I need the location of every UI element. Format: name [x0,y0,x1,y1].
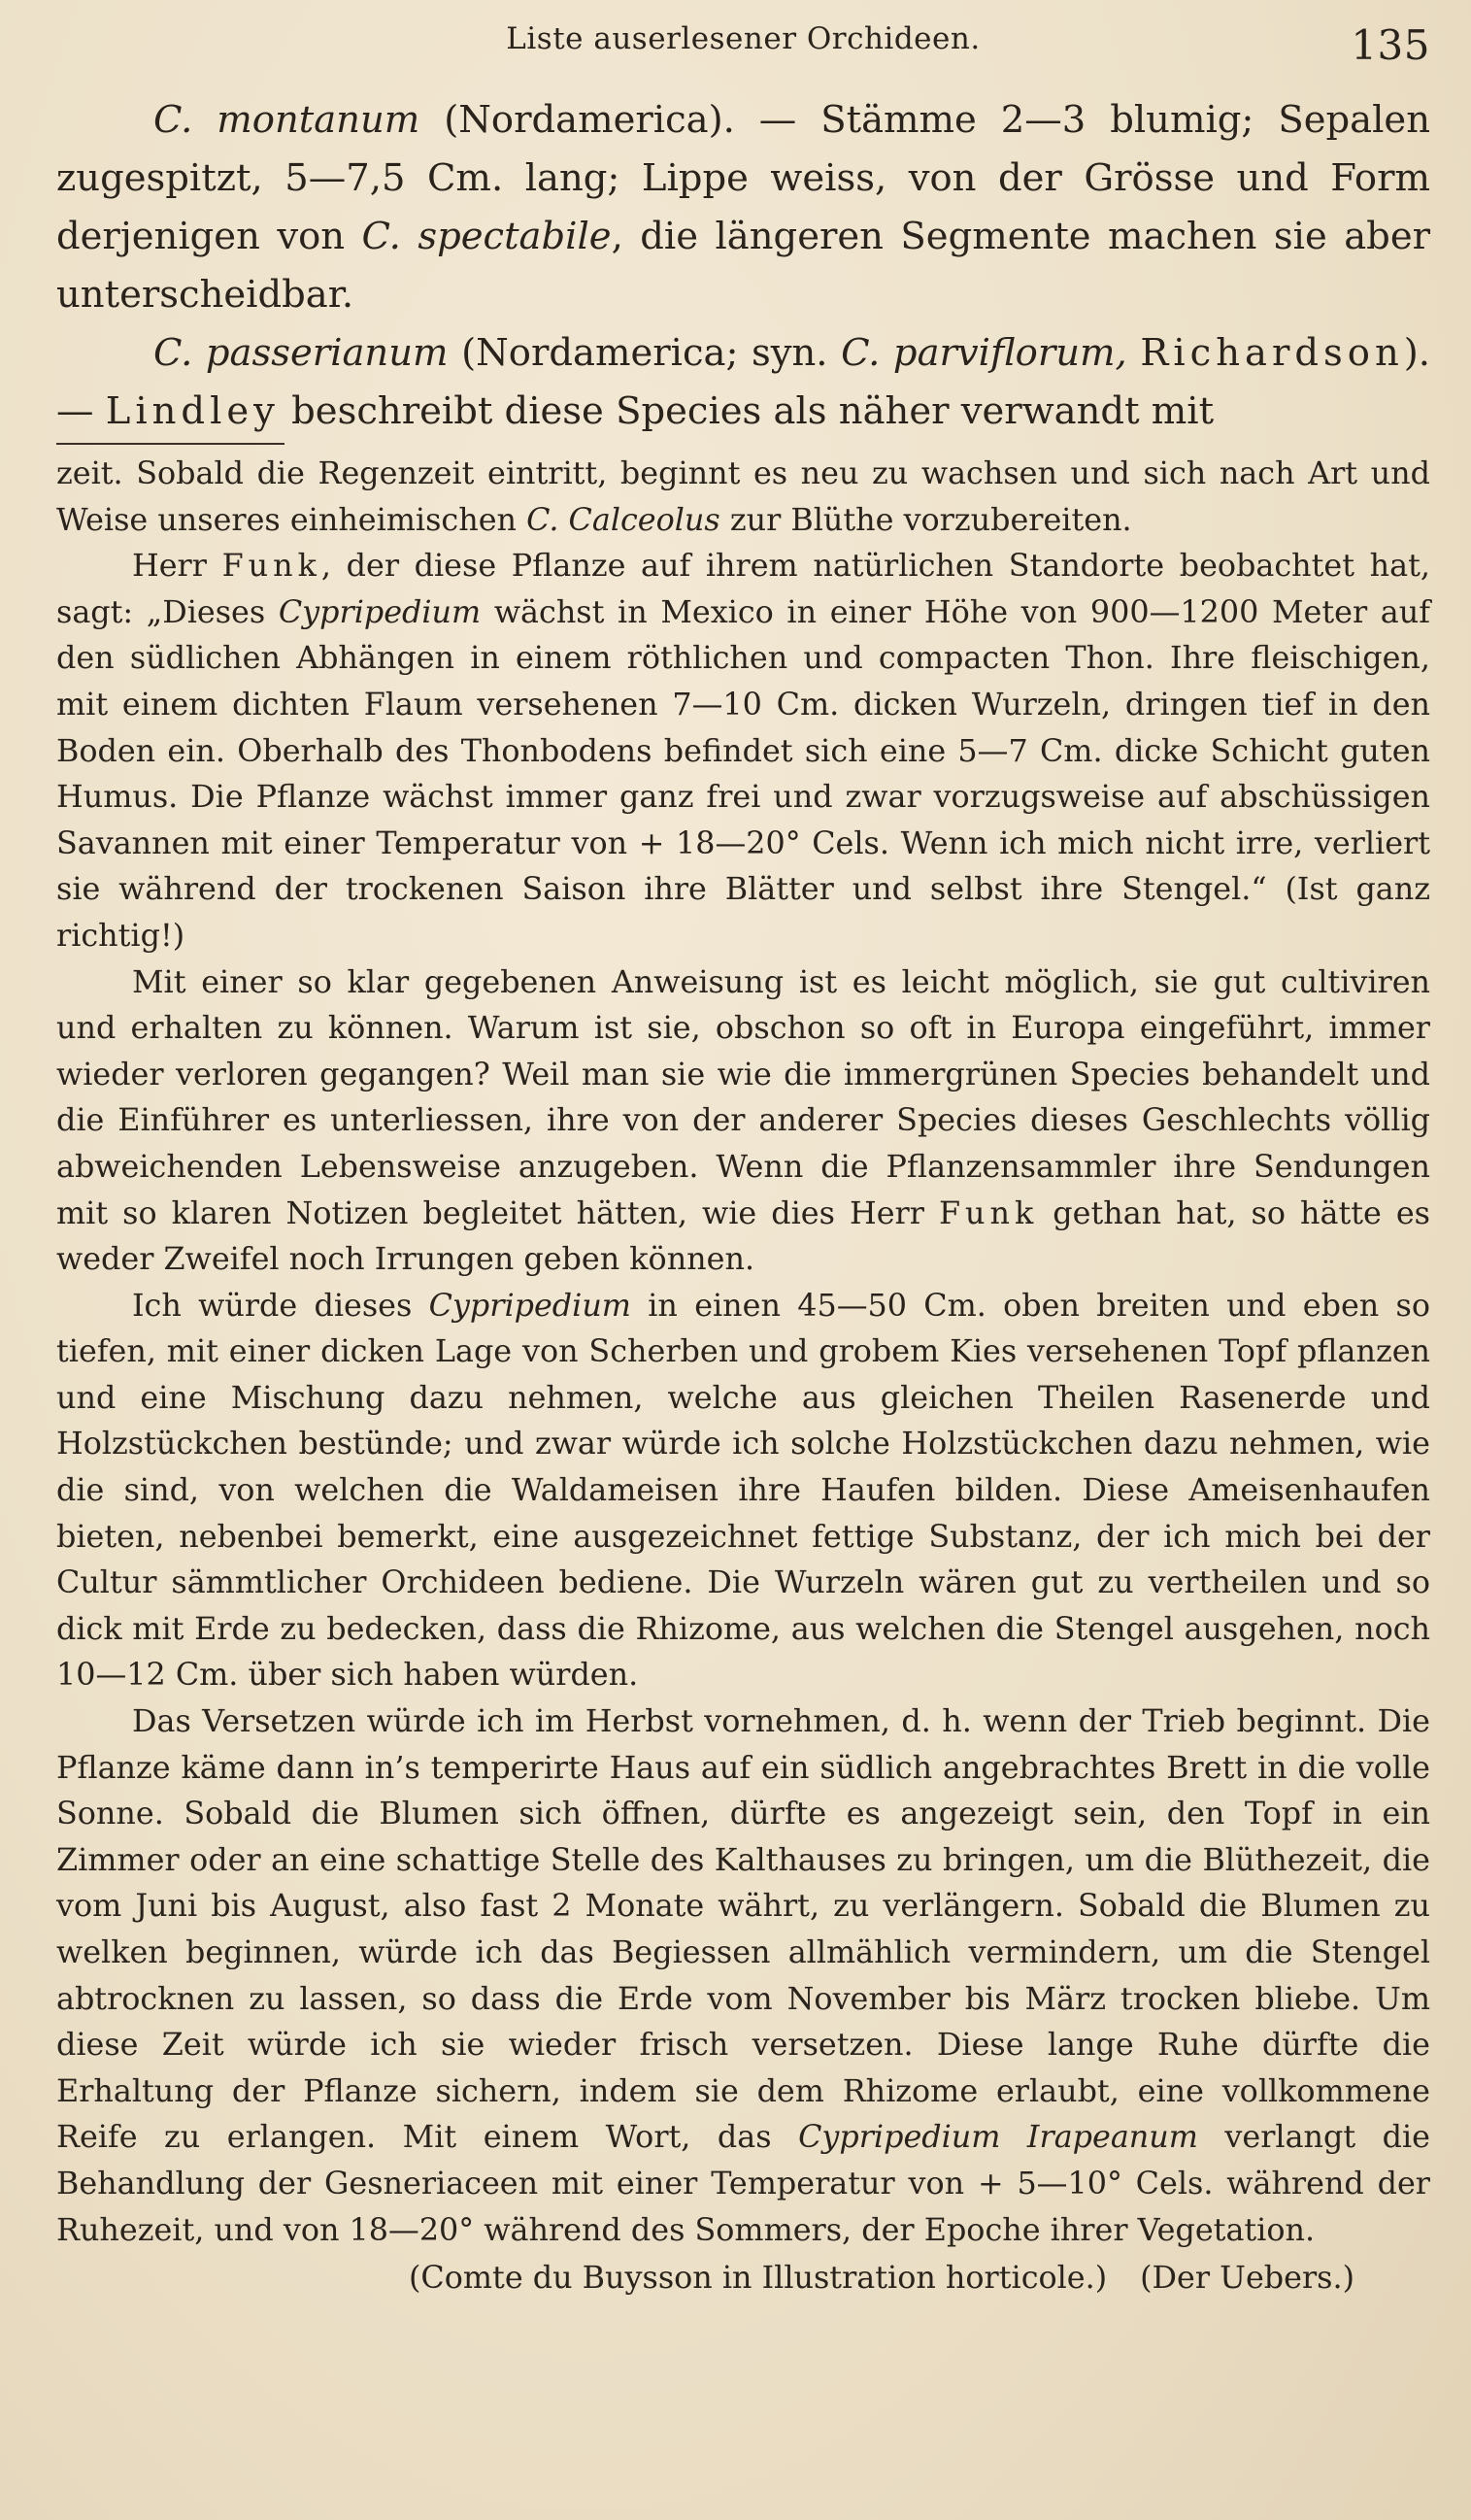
text-run: Herr [132,548,222,585]
synonym-name: C. parviflorum, [841,331,1127,375]
author-name: Lindley [105,389,280,433]
translator-note: (Der Uebers.) [1140,2260,1354,2297]
species-name: Cypripedium Irapeanum [798,2119,1198,2156]
text-run: zur Blüthe vorzubereiten. [719,501,1132,538]
text-run: Das Versetzen würde ich im Herbst vornehmen, d. h. wenn der Trieb beginnt. Die Pflanze käme dann in’s temperirte Haus auf ein südlich angebrachtes Brett in die volle Sonne. Sobald die Blumen sich öffnen, dürfte es angezeigt sein, den Topf in ein Zimmer oder an eine schattige Stelle des Kalthauses zu bringen, um die Blüthezeit, die vom Juni bis August, also fast 2 Monate währt, zu verlängern. Sobald die Blumen zu welken beginnen, würde ich das Begiessen allmählich vermindern, um die Stengel abtrocknen zu lassen, so dass die Erde vom November bis März trocken bliebe. Um diese Zeit würde ich sie wieder frisch versetzen. Diese lange Ruhe dürfte die Erhaltung der Pflanze sichern, indem sie dem Rhizome erlaubt, eine vollkommene Reife zu erlangen. Mit einem Wort, das [56,1703,1430,2156]
text-run: Mit einer so klar gegebenen Anweisung ist es leicht möglich, sie gut cultiviren und erhalten zu können. Warum ist sie, obschon so oft in Europa eingeführt, immer wieder verloren gegangen? Weil man sie wie die immergrünen Species behandelt und die Einführer es unterliessen, ihre von der anderer Species dieses Geschlechts völlig abweichenden Lebensweise anzugeben. Wenn die Pflanzensammler ihre Sendungen mit so klaren Notizen begleitet hätten, wie dies Herr [56,963,1430,1231]
genus-name: Cypripedium [278,593,482,630]
paragraph-montanum [56,91,1430,324]
running-title: Liste auserlesener Orchideen. [506,21,981,56]
species-reference: C. Calceolus [526,501,720,538]
text-run: ). — [56,331,1431,433]
paragraph [56,451,1430,543]
text-run: Ich würde dieses [132,1287,429,1324]
section-divider [56,443,284,445]
paragraph [56,1698,1430,2253]
text-run: (Nordamerica; syn. [448,331,842,375]
text-run: zeit. Sobald die Regenzeit eintritt, beginnt es neu zu wachsen und sich nach Art und Weise unseres einheimischen [56,455,1430,538]
author-name: Richardson [1140,331,1404,375]
text-run: beschreibt diese Species als näher verwandt mit [279,389,1215,433]
text-run: verlangt die Behandlung der Gesneriaceen mit einer Temperatur von + 5—10° Cels. während der Ruhezeit, und von 18—20° während des Sommers, der Epoche ihrer Vegetation. [56,2119,1431,2248]
source-attribution [56,2255,1430,2302]
text-run: (Nordamerica). — Stämme 2—3 blumig; Sepalen zugespitzt, 5—7,5 Cm. lang; Lippe weiss, von der Grösse und Form derjenigen von [56,98,1430,258]
page-header [56,21,1430,78]
text-run: wächst in Mexico in einer Höhe von 900—1200 Meter auf den südlichen Abhängen in einem röthlichen und compacten Thon. Ihre fleischigen, mit einem dichten Flaum versehenen 7—10 Cm. dicken Wurzeln, dringen tief in den Boden ein. Oberhalb des Thonbodens befindet sich eine 5—7 Cm. dicke Schicht guten Humus. Die Pflanze wächst immer ganz frei und zwar vorzugsweise auf abschüssigen Savannen mit einer Temperatur von + 18—20° Cels. Wenn ich mich nicht irre, verliert sie während der trockenen Saison ihre Blätter und selbst ihre Stengel.“ (Ist ganz richtig!) [56,593,1431,954]
text-run: gethan hat, so hätte es weder Zweifel noch Irrungen geben können. [56,1194,1430,1278]
text-run: , der diese Pflanze auf ihrem natürlichen Standorte beobachtet hat, sagt: „Dieses [56,548,1430,630]
species-name: C. montanum [153,98,420,142]
continued-section [56,91,1430,441]
paragraph [56,959,1430,1283]
main-text [56,451,1430,2302]
species-reference: C. spectabile [361,215,612,258]
person-name: Funk [221,548,321,585]
species-name: C. passerianum [153,331,449,375]
paragraph-passerianum [56,324,1430,441]
paragraph [56,543,1430,958]
text-run: , die längeren Segmente machen sie aber unterscheidbar. [56,215,1431,317]
source-citation: (Comte du Buysson in Illustration horticole.) [409,2260,1108,2297]
paragraph [56,1283,1430,1698]
genus-name: Cypripedium [428,1287,631,1324]
person-name: Funk [938,1194,1039,1231]
page-number: 135 [1351,21,1430,69]
text-run: in einen 45—50 Cm. oben breiten und eben so tiefen, mit einer dicken Lage von Scherben und grobem Kies versehenen Topf pflanzen und eine Mischung dazu nehmen, welche aus gleichen Theilen Rasenerde und Holzstückchen bestünde; und zwar würde ich solche Holzstückchen dazu nehmen, wie die sind, von welchen die Waldameisen ihre Haufen bilden. Diese Ameisenhaufen bieten, nebenbei bemerkt, eine ausgezeichnet fettige Substanz, der ich mich bei der Cultur sämmtlicher Orchideen bediene. Die Wurzeln wären gut zu vertheilen und so dick mit Erde zu bedecken, dass die Rhizome, aus welchen die Stengel ausgehen, noch 10—12 Cm. über sich haben würden. [56,1287,1431,1694]
